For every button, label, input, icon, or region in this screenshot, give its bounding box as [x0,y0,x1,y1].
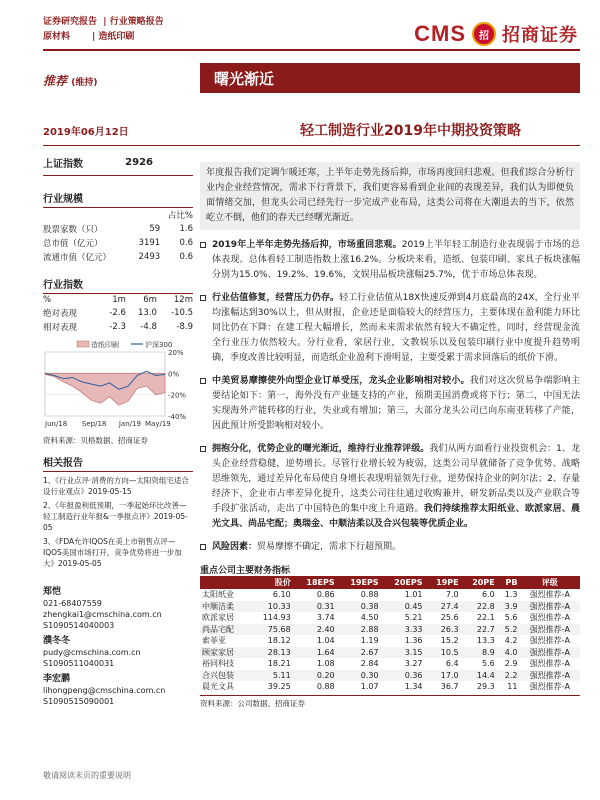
table-cell: 5.11 [272,670,291,680]
table-row [200,670,580,682]
analyst-email[interactable]: lihongpeng@cmschina.com.cn [43,686,166,695]
table-cell: 1.19 [360,636,379,645]
performance-chart [43,338,193,433]
table-cell: 8.9 [481,647,495,657]
bullet-square-icon [200,378,206,384]
related-report-1[interactable]: 1、《行业点评·消费的方向—太阳资组宅适合设行业观点》2019-05-15 [43,476,189,496]
table-cell: 18.21 [267,659,291,668]
report-type: 证券研究报告 [43,17,98,27]
table-cell: 26.3 [440,624,459,634]
table-cell: 2.40 [316,624,335,634]
perf-title: 行业指数 [43,276,193,294]
table-cell: 25.6 [440,613,459,622]
table-cell: 28.13 [267,647,291,657]
rating [43,72,97,89]
table-cell: 0.36 [404,670,423,680]
table-cell: 欧派家居 [202,613,234,622]
analyst-email[interactable]: pudy@cmschina.com.cn [43,648,141,657]
table-cell: 1.07 [360,682,379,691]
table-row [200,681,580,693]
table-title: 重点公司主要财务指标 [200,566,291,576]
table-cell: 强烈推荐-A [529,636,570,645]
table-cell: 0.86 [316,590,335,599]
table-cell: 0.20 [316,670,335,680]
sidebar [43,150,193,707]
table-cell: 强烈推荐-A [529,670,570,680]
table-cell: 强烈推荐-A [529,682,570,691]
legend-swatch-paper [77,341,89,347]
page-footer: 敬请阅读末页的重要说明 [43,771,131,780]
table-cell: 1.08 [316,659,335,668]
table-cell: 7.0 [445,590,459,599]
table-source: 资料来源：公司数据、招商证券 [200,695,580,709]
table-row: 绝对表现 -2.6 13.0 -10.5 [43,308,193,319]
table-cell: 114.93 [262,613,291,622]
table-cell: 5.21 [404,613,423,622]
rating-note: (维持) [71,78,98,88]
y-tick-label: 0% [168,370,180,379]
table-cell: 39.25 [267,682,291,691]
table-cell: 6.10 [272,590,291,599]
report-title: 轻工制造行业2019年中期投资策略 [300,123,521,139]
chart-source: 资料来源：贝格数据、招商证券 [43,436,148,445]
bullet-4: 拥抱分化，优势企业的曙光渐近，维持行业推荐评级。我们从两方面看行业投资机会：1、龙头企业经营稳健，逆势增长。尽管行业增长较为疲弱，这类公司早就储备了竞争优势、战略思维领先，通过差异化布局使自身增长表现明显领先行业，逆势保持企业的阿尔法；2、存量经济下，企业市占率差异化提升，这类公司往往通过收购兼并，研发新品类以及产业联合等手段扩张活动，走出了中国特色的集中度上升道路。我们持续推荐太阳纸业、欧派家居、晨光文具、尚品宅配；奥瑞金、中顺洁柔以及合兴包装等优质企业。 [200,442,580,532]
intro-summary: 年度报告我们定调乍暖还寒，上半年走势先扬后抑，市场再度回归悲观。但我们综合分析行业内企业经营情况，需求下行背景下，我们更容易看到企业间的表现差异，我们认为即便负面情绪交加，但龙头公司已经先行一步完成产业布局，这类公司将在大潮退去的当下，依然屹立不倒，他们的春天已经曙光渐近。 [200,162,580,230]
related-report-3[interactable]: 3、《FDA允许IQOS在美上市销售点评—IQOS美国市场打开，竞争优势将进一步加大》2019-05-05 [43,537,182,568]
table-cell: 75.68 [267,624,291,634]
table-cell: 强烈推荐-A [529,659,570,668]
table-cell: 强烈推荐-A [529,613,570,622]
perf-table: % 1m 6m 12m 绝对表现 -2.6 13.0 -10.5 相对表现 -2.3 -4.8 -8.9 [43,295,193,333]
related-report-2[interactable]: 2、《年报盈利低预期，一季起始环比改善—轻工制造行业年报&一季报点评》2019-05-05 [43,501,188,532]
table-cell: 太阳纸业 [202,590,234,599]
analyst-email[interactable]: zhengkai1@cmschina.com.cn [43,610,162,619]
table-cell: 晨光文具 [202,682,234,691]
table-cell: 22.8 [476,601,495,611]
table-cell: 4.0 [504,647,518,657]
table-cell: 4.50 [360,613,379,622]
table-row [200,647,580,659]
table-row [200,601,580,613]
table-cell: 15.2 [440,636,459,645]
analyst-1: 郑恺 021-68407559 zhengkai1@cmschina.com.cn S1090514040003 [43,587,193,631]
table-cell: 3.74 [316,613,335,622]
x-tick-label: May/19 [145,420,171,428]
table-cell: 1.04 [316,636,335,645]
scale-header: 占比% [167,211,193,221]
table-row: 股票家数（只） 59 1.6 [43,224,193,235]
table-cell: 索菲亚 [202,636,226,645]
x-tick-label: Jan/19 [118,420,141,428]
table-row [200,624,580,636]
index-value: 2926 [125,157,153,168]
analyst-2: 濮冬冬 pudy@cmschina.com.cn S1090511040031 [43,636,193,669]
table-cell: 22.7 [476,624,495,634]
table-cell: 强烈推荐-A [529,624,570,634]
table-cell: 0.31 [316,601,335,611]
bullet-1: 2019年上半年走势先扬后抑，市场重回悲观。2019上半年轻工制造行业表现弱于市场的总体表现。总体看轻工制造指数上涨16.2%。分板块来看，造纸、包装印刷、家具子板块涨幅分别为15.0%、19.2%、19.6%，文娱用品板块涨幅25.7%，优于市场总体表现。 [200,238,580,283]
table-cell: 3.9 [504,601,518,611]
table-cell: 1.34 [404,682,423,691]
report-subtype: 行业策略报告 [109,17,164,27]
table-cell: 27.4 [440,601,459,611]
table-cell: 3.33 [404,624,423,634]
sub-industry-label: 造纸印刷 [98,32,135,42]
table-cell: 22.1 [476,613,495,622]
bullet-square-icon [200,446,206,452]
logo-badge-icon: 招 [472,22,496,46]
table-cell: 10.5 [440,647,459,657]
x-tick-label: Sep/18 [81,420,107,428]
bullet-2: 行业估值修复，经营压力仍存。轻工行业估值从18X快速反弹到4月底最高的24X，全行业平均涨幅达到30%以上，但从财报，企业还是面临较大的经营压力，主要体现在盈利能力环比同比仍在下降：在建工程大幅增长，然而未来需求依然有较大不确定性，同时，经营现金流全行业压力依然较大。分行业看，家居行业，文教娱乐以及包装印刷行业中度提升趋势明确，季度改善比较明显，而造纸企业盈利下滑明显，主要受累于需求回落后的纸价下滑。 [200,291,580,366]
table-row: 相对表现 -2.3 -4.8 -8.9 [43,322,193,333]
table-cell: 强烈推荐-A [529,601,570,611]
bullet-square-icon [200,242,206,248]
logo-en: CMS [414,21,466,46]
logo-cn: 招商证券 [502,25,578,46]
table-row [200,612,580,624]
table-cell: 17.0 [440,670,459,680]
table-cell: 2.2 [504,670,518,680]
table-cell: 2.88 [360,624,379,634]
table-cell: 0.30 [360,670,379,680]
index-row [43,150,193,176]
rating-label: 推荐 [43,74,68,88]
table-cell: 3.27 [404,659,423,668]
cms-logo [414,20,578,48]
scale-table [43,208,193,264]
company-table: 股价 18EPS 19EPS 20EPS 19PE 20PE PB 评级 太阳纸业 6.10 0.86 0.88 1.01 7.0 6.0 1.3 强烈推荐-A 中顺洁柔 10.33 0.31 0.38 0.45 27.4 22.8 3.9 强烈推荐-A 欧派家居 114.93 3.74 4.50 5.21 25.6 22.1 5.6 强烈推荐-A 尚品宅配 75.68 2.40 2.88 3.33 26.3 22.7 5.2 强烈推荐-A 索菲亚 18.12 1.04 1.19 1.36 15.2 13.3 4.2 强烈推荐-A 顾家家居 28.13 1.64 2.67 3.15 10.5 8.9 4.0 强烈推荐-A 裕同科技 18.21 1.08 2.84 3.27 6.4 5.6 2.9 强烈推荐-A 合兴包装 5.11 0.20 0.30 0.36 17.0 14.4 2.2 强烈推荐-A 晨光文具 39.25 0.88 1.07 1.34 36.7 29.3 11 强烈推荐-A [200,576,580,693]
table-cell: 强烈推荐-A [529,647,570,657]
table-row [200,635,580,647]
table-cell: 强烈推荐-A [529,590,570,599]
table-cell: 顾家家居 [202,647,234,657]
bullet-square-icon [200,544,206,550]
y-tick-label: 20% [168,349,184,357]
table-cell: 0.88 [316,682,335,691]
bullet-3: 中美贸易摩擦使外向型企业订单受压，龙头企业影响相对较小。我们对这次贸易争端影响主要结论如下：第一，海外没有产业链支持的产业，预期美国消费或将下行；第二，中国无法实现海外产能转移的行业，失业或有增加；第三，大部分龙头公司已向东南亚转移了产能，因此预计所受影响相对较小。 [200,374,580,434]
table-cell: 2.9 [504,659,518,668]
analyst-list [43,587,193,707]
analyst-3: 李宏鹏 lihongpeng@cmschina.com.cn S1090515090001 [43,674,193,707]
bullet-5: 风险因素：贸易摩擦不确定，需求下行超预期。 [200,540,580,555]
table-cell: 0.45 [404,601,423,611]
table-cell: 14.4 [476,670,495,680]
table-row [200,589,580,601]
table-cell: 13.3 [476,636,495,645]
banner-title: 曙光渐近 [200,63,580,93]
table-cell: 11 [507,682,518,691]
table-cell: 5.6 [504,613,518,622]
table-cell: 1.3 [504,590,518,599]
table-cell: 29.3 [476,682,495,691]
bullet-square-icon [200,295,206,301]
table-cell: 18.12 [267,636,291,645]
table-cell: 2.67 [360,647,379,657]
table-row [200,658,580,670]
y-tick-label: -40% [168,413,187,421]
table-row: 流通市值（亿元） 2493 0.6 [43,252,193,263]
table-cell: 合兴包装 [202,670,234,680]
table-cell: 0.38 [360,601,379,611]
report-header-tags: 证券研究报告 | 行业策略报告 原材料 | 造纸印刷 [43,15,164,45]
table-cell: 36.7 [440,682,459,691]
table-cell: 2.84 [360,659,379,668]
table-cell: 尚品宅配 [202,624,234,634]
main-content [200,162,580,709]
table-cell: 5.2 [504,624,518,634]
header-divider [43,49,580,51]
table-cell: 6.0 [481,590,495,599]
table-cell: 10.33 [267,601,291,611]
scale-title: 行业规模 [43,190,193,208]
table-cell: 4.2 [504,636,518,645]
related-title: 相关报告 [43,454,193,472]
table-cell: 1.36 [404,636,423,645]
industry-label: 原材料 [43,32,71,42]
table-cell: 中顺洁柔 [202,601,234,611]
table-cell: 1.01 [404,590,423,599]
legend-label-paper: 造纸印刷 [91,341,119,349]
y-tick-label: -20% [168,391,187,400]
table-cell: 3.15 [404,647,423,657]
table-cell: 6.4 [445,659,459,668]
title-divider [43,145,580,146]
table-cell: 1.64 [316,647,335,657]
table-cell: 5.6 [481,659,495,668]
table-cell: 0.88 [360,590,379,599]
report-date: 2019年06月12日 [43,127,129,138]
x-tick-label: Jun/18 [45,420,68,428]
table-row: 总市值（亿元） 3191 0.6 [43,238,193,249]
legend-label-hs300: 沪深300 [145,341,173,349]
index-label: 上证指数 [43,159,83,170]
table-cell: 裕同科技 [202,659,234,668]
